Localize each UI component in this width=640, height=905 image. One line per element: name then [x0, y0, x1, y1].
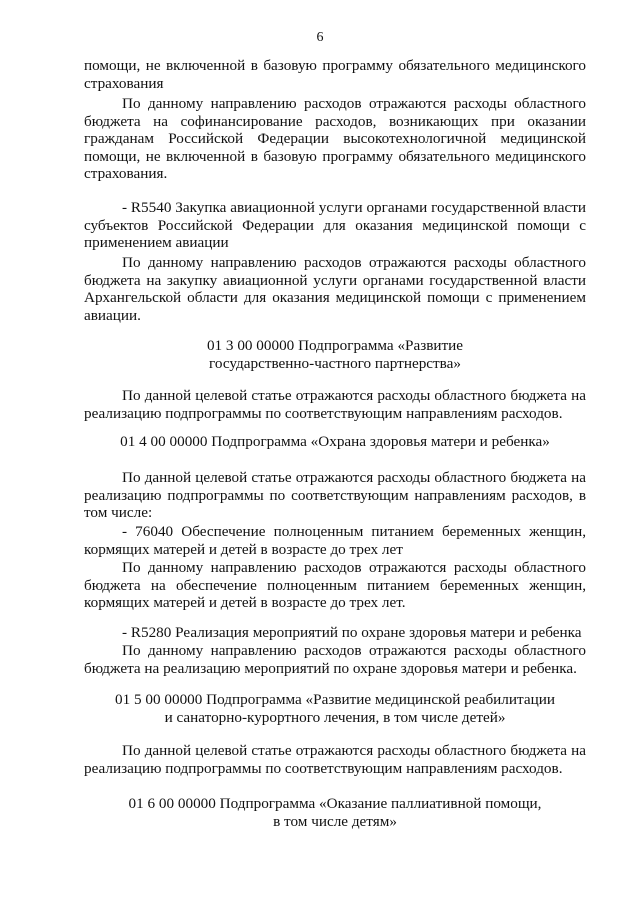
page-number: 6: [316, 30, 324, 45]
paragraph-text: По данному направлению расходов отражаются расходы областного бюджета на обеспечение полноценным питанием беременных женщин, кормящих матерей и детей в возрасте до трех лет.: [84, 559, 586, 612]
paragraph: [84, 95, 586, 183]
paragraph: [84, 642, 586, 677]
paragraph: [84, 742, 586, 777]
paragraph: [84, 387, 586, 422]
heading-line: государственно-частного партнерства»: [209, 354, 461, 372]
paragraph: [84, 469, 586, 522]
heading-line: 01 6 00 00000 Подпрограмма «Оказание паллиативной помощи,: [128, 795, 542, 812]
paragraph: [84, 624, 586, 642]
item-heading: - R5280 Реализация мероприятий по охране здоровья матери и ребенка: [122, 624, 582, 641]
heading-line: 01 5 00 00000 Подпрограмма «Развитие медицинской реабилитации: [115, 691, 555, 708]
paragraph: [84, 559, 586, 612]
section-heading: [84, 337, 586, 372]
paragraph-text: По данному направлению расходов отражаются расходы областного бюджета на закупку авиационной услуги органами государственной власти Архангельской области для оказания медицинской помощи с применением авиации.: [84, 254, 586, 324]
paragraph-text: По данной целевой статье отражаются расходы областного бюджета на реализацию подпрограммы по соответствующим направлениям расходов.: [84, 742, 586, 777]
item-heading: - R5540 Закупка авиационной услуги органами государственной власти субъектов Российской Федерации для оказания медицинской помощи с применением авиации: [84, 199, 586, 252]
paragraph-text: По данному направлению расходов отражаются расходы областного бюджета на реализацию мероприятий по охране здоровья матери и ребенка.: [84, 642, 586, 677]
paragraph: [84, 199, 586, 252]
item-heading: - 76040 Обеспечение полноценным питанием беременных женщин, кормящих матерей и детей в возрасте до трех лет: [84, 523, 586, 558]
paragraph-text: По данному направлению расходов отражаются расходы областного бюджета на софинансирование расходов, возникающих при оказании гражданам Российской Федерации высокотехнологичной медицинской помощи, не включенной в базовую программу обязательного медицинского страхования.: [84, 95, 586, 183]
paragraph: [84, 523, 586, 558]
heading-line: в том числе детям»: [273, 812, 397, 830]
paragraph-text: По данной целевой статье отражаются расходы областного бюджета на реализацию подпрограммы по соответствующим направлениям расходов, в том числе:: [84, 469, 586, 522]
paragraph-text: помощи, не включенной в базовую программу обязательного медицинского страхования: [84, 57, 586, 92]
section-heading: [84, 433, 586, 451]
paragraph-text: По данной целевой статье отражаются расходы областного бюджета на реализацию подпрограммы по соответствующим направлениям расходов.: [84, 387, 586, 422]
heading-line: 01 4 00 00000 Подпрограмма «Охрана здоровья матери и ребенка»: [120, 433, 550, 450]
paragraph: [84, 57, 586, 92]
heading-line: и санаторно-курортного лечения, в том числе детей»: [164, 708, 506, 726]
section-heading: [84, 795, 586, 830]
section-heading: [84, 691, 586, 726]
heading-line: 01 3 00 00000 Подпрограмма «Развитие: [206, 337, 464, 354]
paragraph: [84, 254, 586, 324]
